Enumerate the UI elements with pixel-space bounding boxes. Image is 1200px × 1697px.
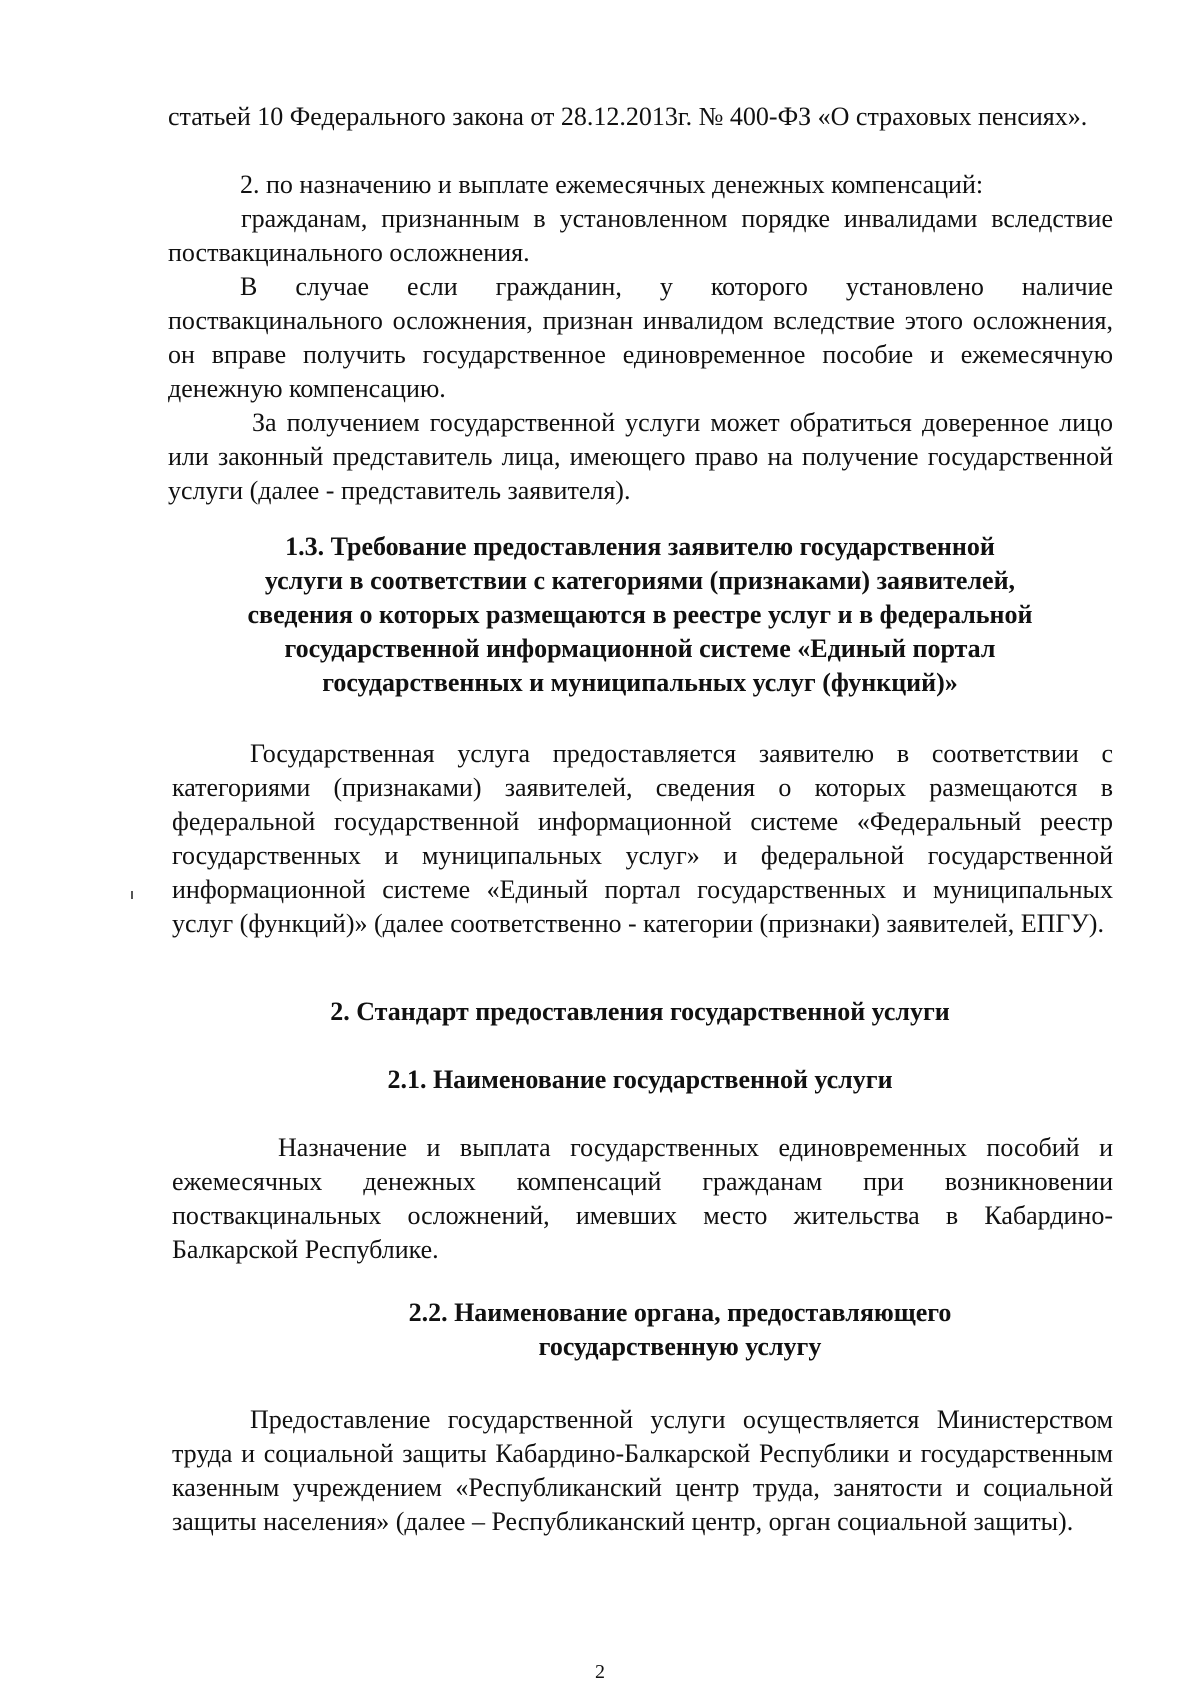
paragraph-representative: За получением государственной услуги может обратиться доверенное лицо или законный представитель лица, имеющего право на получение государственной услуги (далее - представитель заявителя).: [168, 408, 1113, 505]
heading-1-3-line-4: государственной информационной системе «Единый портал: [284, 634, 996, 663]
heading-2-2-line-2: государственную услугу: [538, 1332, 822, 1361]
paragraph-complication-case: В случае если гражданин, у которого установлено наличие поствакцинального осложнения, признан инвалидом вследствие этого осложнения, он вправе получить государственное единовременное пособие и ежемесячную денежную компенсацию.: [168, 272, 1113, 403]
paragraph-categories: Государственная услуга предоставляется заявителю в соответствии с категориями (признаками) заявителей, сведения о которых размещаются в федеральной государственной информационной системе «Федеральный реестр государственных и муниципальных услуг» и федеральной государственной информационной системе «Единый портал государственных и муниципальных услуг (функций)» (далее соответственно - категории (признаки) заявителей, ЕПГУ).: [172, 739, 1113, 938]
heading-section-2-2: [160, 1296, 1200, 1364]
paragraph-item-2: 2. по назначению и выплате ежемесячных денежных компенсаций:: [240, 170, 984, 199]
heading-section-2-1: 2.1. Наименование государственной услуги: [387, 1065, 893, 1094]
paragraph-provider-organization: Предоставление государственной услуги осуществляется Министерством труда и социальной защиты Кабардино-Балкарской Республики и государственным казенным учреждением «Республиканский центр труда, занятости и социальной защиты населения» (далее – Республиканский центр, орган социальной защиты).: [172, 1405, 1113, 1536]
heading-section-2: 2. Стандарт предоставления государственной услуги: [330, 997, 950, 1026]
heading-section-1-3: [150, 530, 1130, 700]
paragraph-citizens-invalids: гражданам, признанным в установленном порядке инвалидами вследствие поствакцинального осложнения.: [168, 204, 1113, 267]
heading-1-3-line-3: сведения о которых размещаются в реестре услуг и в федеральной: [247, 600, 1033, 629]
heading-1-3-line-1: 1.3. Требование предоставления заявителю государственной: [285, 532, 995, 561]
heading-1-3-line-5: государственных и муниципальных услуг (функций)»: [322, 668, 958, 697]
heading-2-2-line-1: 2.2. Наименование органа, предоставляющего: [408, 1298, 952, 1327]
page-number: 2: [595, 1661, 605, 1683]
heading-1-3-line-2: услуги в соответствии с категориями (признаками) заявителей,: [264, 566, 1016, 595]
scan-speck: [131, 891, 133, 899]
paragraph-service-name: Назначение и выплата государственных единовременных пособий и ежемесячных денежных компенсаций гражданам при возникновении поствакцинальных осложнений, имевших место жительства в Кабардино-Балкарской Республике.: [172, 1133, 1113, 1264]
paragraph-law-reference: статьей 10 Федерального закона от 28.12.2013г. № 400-ФЗ «О страховых пенсиях».: [168, 102, 1088, 131]
